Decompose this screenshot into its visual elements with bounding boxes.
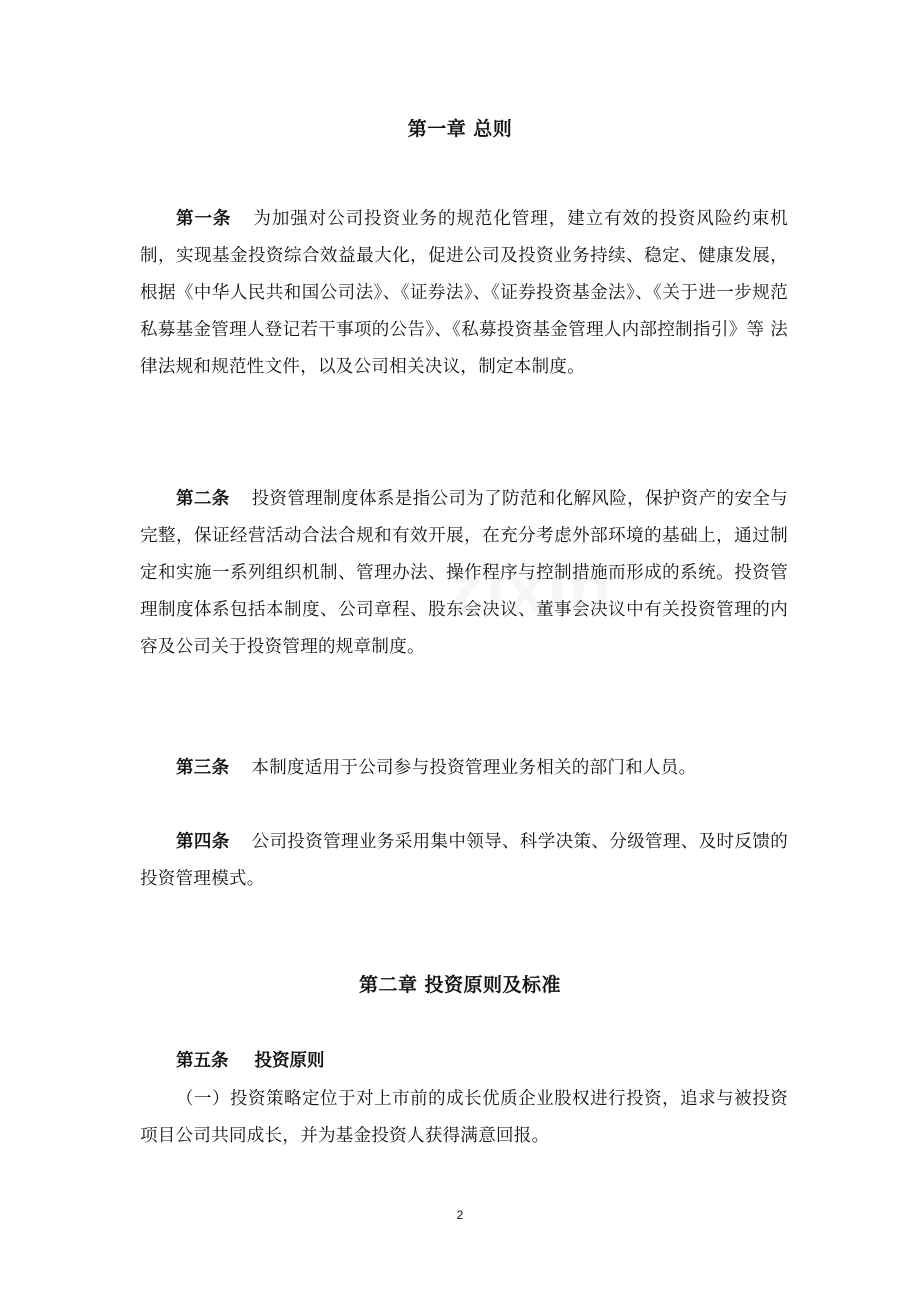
article-1 bbox=[140, 201, 788, 386]
article-5-heading: 投资原则 bbox=[254, 1051, 325, 1071]
article-4-label: 第四条 bbox=[176, 832, 230, 852]
article-3-text: 本制度适用于公司参与投资管理业务相关的部门和人员。 bbox=[251, 758, 697, 778]
article-3 bbox=[140, 750, 788, 787]
article-5-label: 第五条 bbox=[176, 1051, 229, 1071]
article-1-label: 第一条 bbox=[176, 209, 232, 229]
item-1: （一）投资策略定位于对上市前的成长优质企业股权进行投资，追求与被投资项目公司共同成长，并为基金投资人获得满意回报。 bbox=[140, 1089, 788, 1146]
page-number: 2 bbox=[456, 1208, 464, 1222]
article-2-text: 投资管理制度体系是指公司为了防范和化解风险，保护资产的安全与完整，保证经营活动合法合规和有效开展，在充分考虑外部环境的基础上，通过制定和实施一系列组织机制、管理办法、操作程序与控制措施而形成的系统。投资管理制度体系包括本制度、公司章程、股东会决议、董事会决议中有关投资管理的内容及公司关于投资管理的规章制度。 bbox=[140, 489, 789, 657]
article-5 bbox=[176, 1049, 325, 1073]
article-1-text: 为加强对公司投资业务的规范化管理，建立有效的投资风险约束机制，实现基金投资综合效益最大化，促进公司及投资业务持续、稳定、健康发展，根据《中华人民共和国公司法》、《证券法》、《证券投资基金法》、《关于进一步规范私募基金管理人登记若干事项的公告》、《私募投资基金管理人内部控制指引》等 法律法规和规范性文件，以及公司相关决议，制定本制度。 bbox=[140, 209, 788, 377]
article-2 bbox=[140, 481, 788, 666]
article-4-text: 公司投资管理业务采用集中领导、科学决策、分级管理、及时反馈的投资管理模式。 bbox=[140, 832, 789, 889]
article-4 bbox=[140, 824, 788, 898]
watermark-logo: zixin bbox=[448, 549, 614, 627]
article-2-label: 第二条 bbox=[176, 489, 230, 509]
chapter-1-title: 第一章 总则 bbox=[407, 118, 513, 140]
article-3-label: 第三条 bbox=[176, 758, 230, 778]
chapter-2-title: 第二章 投资原则及标准 bbox=[358, 974, 562, 996]
